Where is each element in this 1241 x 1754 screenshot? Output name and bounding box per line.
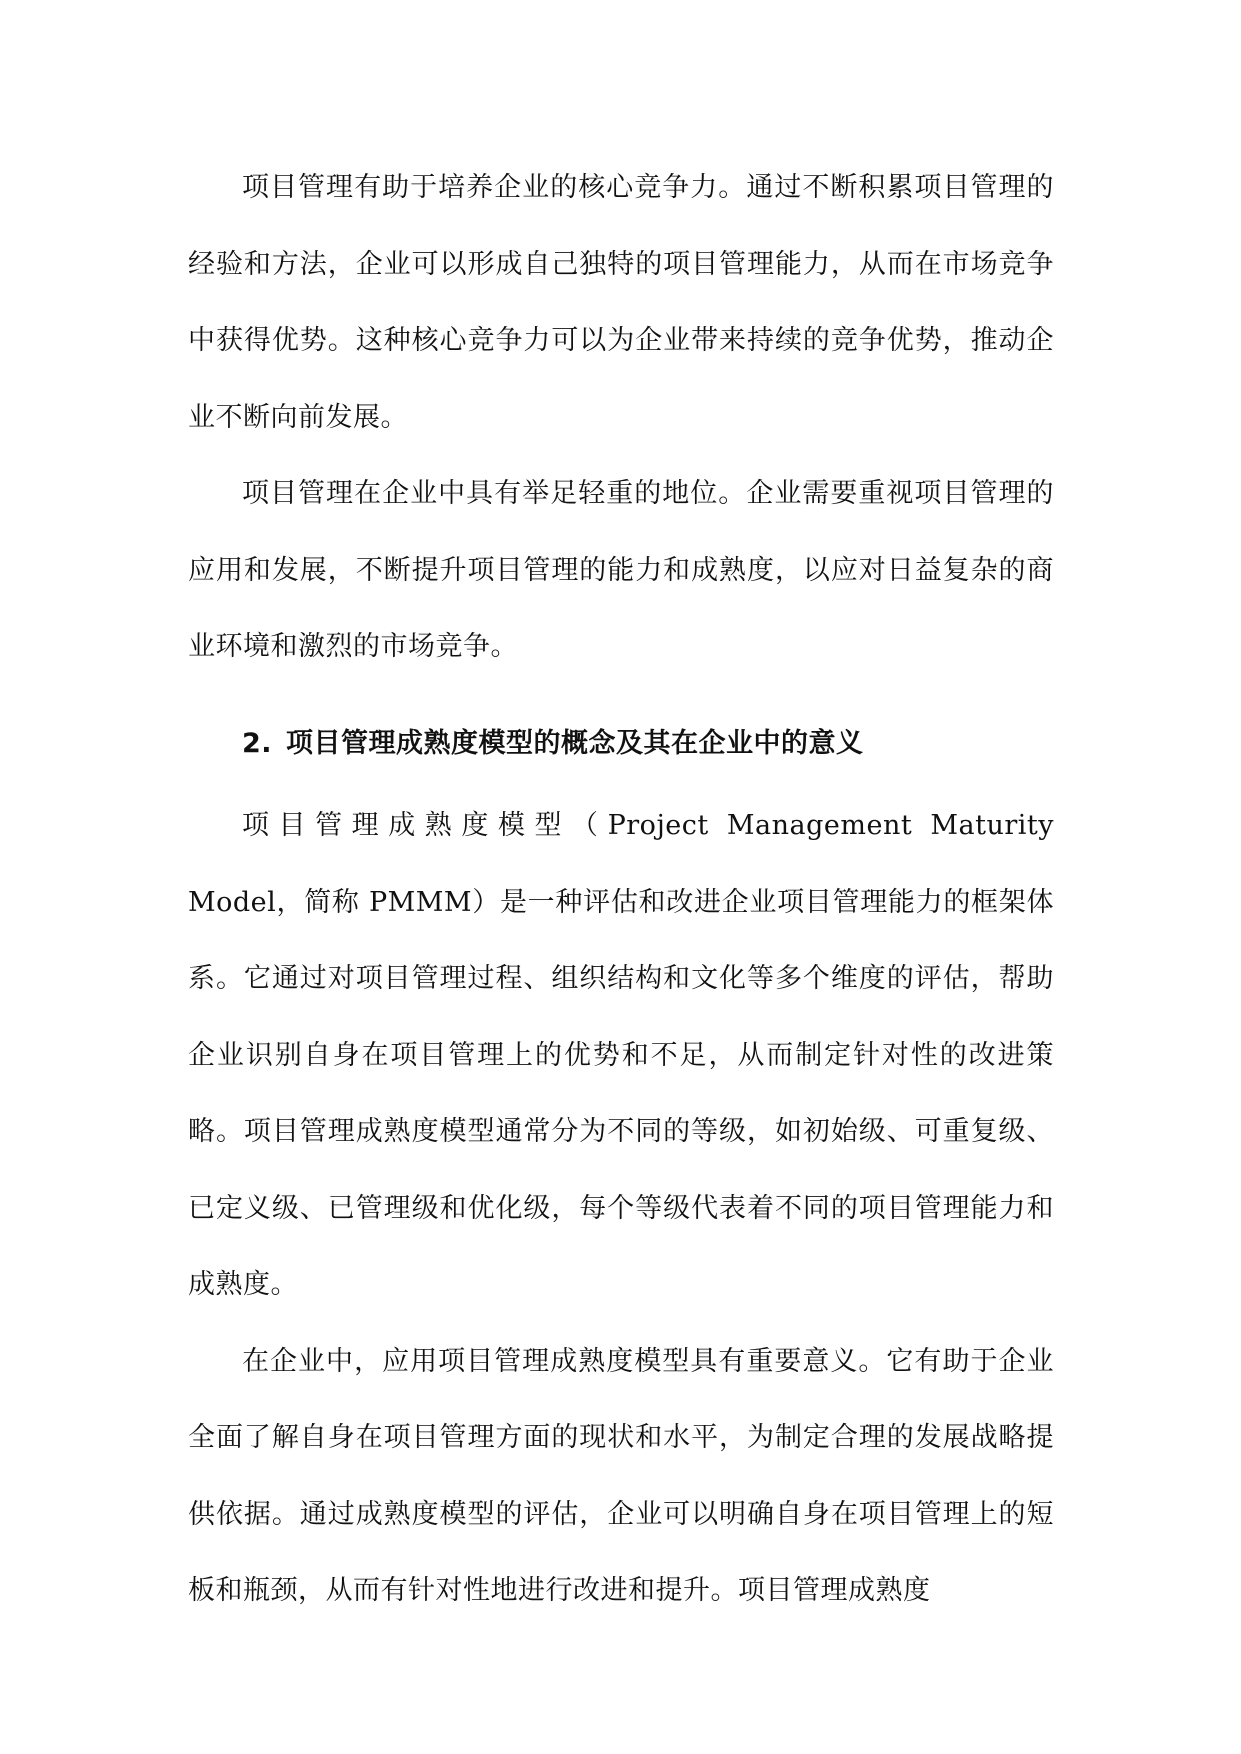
section-title: 项目管理成熟度模型的概念及其在企业中的意义 [286,727,864,759]
document-body [188,150,1054,1630]
paragraph-importance: 项目管理在企业中具有举足轻重的地位。企业需要重视项目管理的应用和发展，不断提升项目管理的能力和成熟度，以应对日益复杂的商业环境和激烈的市场竞争。 [188,478,1054,662]
paragraph-core-competitiveness: 项目管理有助于培养企业的核心竞争力。通过不断积累项目管理的经验和方法，企业可以形成自己独特的项目管理能力，从而在市场竞争中获得优势。这种核心竞争力可以为企业带来持续的竞争优势，推动企业不断向前发展。 [188,172,1054,433]
section-number: 2. [242,727,273,759]
section-heading [188,686,1054,789]
paragraph-pmmm-significance: 在企业中，应用项目管理成熟度模型具有重要意义。它有助于企业全面了解自身在项目管理方面的现状和水平，为制定合理的发展战略提供依据。通过成熟度模型的评估，企业可以明确自身在项目管理上的短板和瓶颈，从而有针对性地进行改进和提升。项目管理成熟度 [188,1345,1054,1606]
paragraph-pmmm-definition: 项目管理成熟度模型（Project Management Maturity Model，简称 PMMM）是一种评估和改进企业项目管理能力的框架体系。它通过对项目管理过程、组织结构和文化等多个维度的评估，帮助企业识别自身在项目管理上的优势和不足，从而制定针对性的改进策略。项目管理成熟度模型通常分为不同的等级，如初始级、可重复级、已定义级、已管理级和优化级，每个等级代表着不同的项目管理能力和成熟度。 [188,810,1054,1300]
